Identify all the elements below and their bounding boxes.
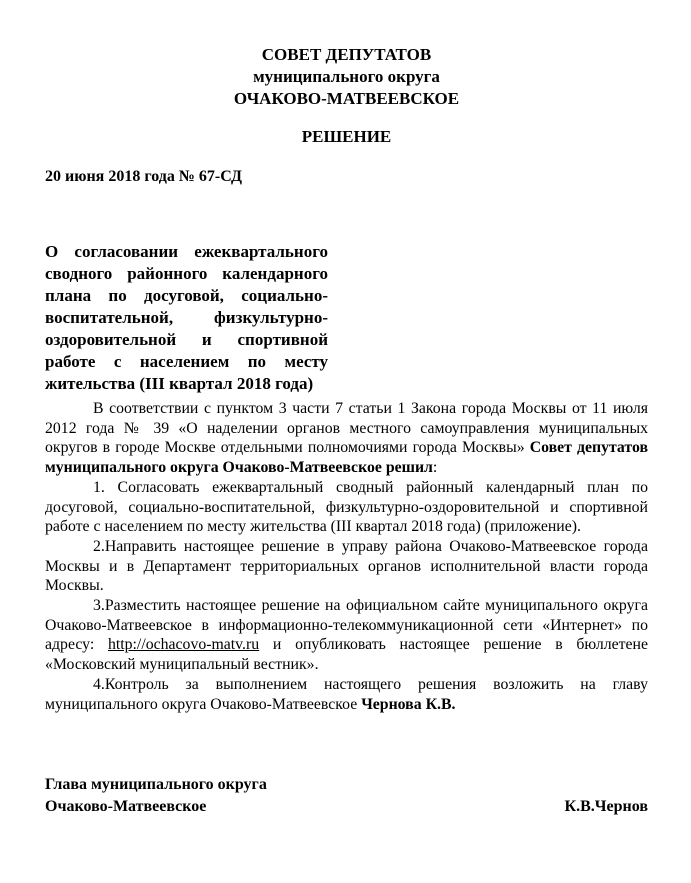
signature-row [45, 796, 648, 818]
org-name-line1: СОВЕТ ДЕПУТАТОВ [261, 45, 432, 64]
resolution-item-3 [45, 596, 648, 675]
subject-block: О согласовании ежеквартального сводного районного календарного плана по досуговой, социально-воспитательной, физкультурно-оздоровительной и спортивной работе с населением по месту жительства (III квартал 2018 года) [45, 242, 328, 393]
date-number-line: 20 июня 2018 года № 67-СД [45, 168, 242, 185]
signature-block [45, 774, 648, 818]
responsible-person-name: Чернова К.В. [361, 695, 456, 713]
item-4-text: 4.Контроль за выполнением настоящего решения возложить на главу муниципального округа Очаково-Матвеевское [45, 675, 648, 713]
item-3-text-after-link: и опубликовать настоящее решение в бюллетене «Московский муниципальный вестник». [45, 636, 648, 674]
intro-colon: : [432, 459, 438, 477]
intro-text: В соответствии с пунктом 3 части 7 статьи 1 Закона города Москвы от 11 июля 2012 года № 39 «О наделении органов местного самоуправления муниципальных округов в городе Москве отдельными полномочиями города Москвы» [45, 400, 648, 457]
intro-bold-text: Совет депутатов муниципального округа Очаково-Матвеевское решил [45, 439, 649, 477]
intro-paragraph [45, 399, 648, 478]
resolution-item-4 [45, 675, 648, 714]
signatory-name: К.В.Чернов [564, 798, 648, 816]
item-3-text-before-link: 3.Разместить настоящее решение на официальном сайте муниципального округа Очаково-Матвеевское в информационно-телекоммуникационной сети «Интернет» по адресу: [45, 597, 648, 654]
document-body [45, 399, 648, 714]
org-name-line3: ОЧАКОВО-МАТВЕЕВСКОЕ [233, 89, 460, 108]
resolution-item-2: 2.Направить настоящее решение в управу района Очаково-Матвеевское города Москвы и в Департамент территориальных органов исполнительной власти города Москвы. [45, 537, 648, 595]
resolution-item-1: 1. Согласовать ежеквартальный сводный районный календарный план по досуговой, социально-воспитательной, физкультурно-оздоровительной и спортивной работе с населением по месту жительства (III квартал 2018 года) (приложение). [45, 478, 648, 536]
website-link[interactable]: http://ochacovo-matv.ru [107, 636, 260, 654]
signatory-title: Глава муниципального округа [45, 776, 267, 794]
document-header [45, 44, 648, 148]
signatory-org: Очаково-Матвеевское [45, 798, 207, 816]
org-name-line2: муниципального округа [253, 67, 440, 86]
document-type-title: РЕШЕНИЕ [301, 127, 392, 146]
